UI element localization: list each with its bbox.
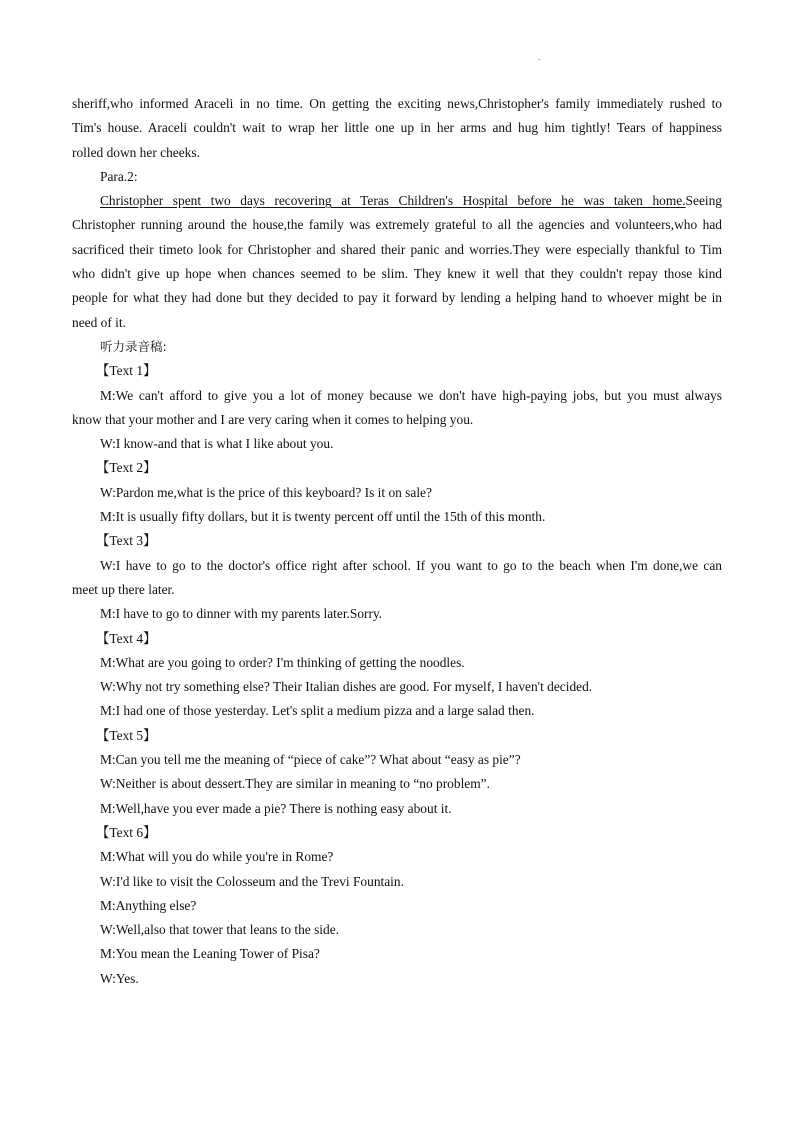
body-line: who didn't give up hope when chances seemed to be slim. They knew it well that they couldn't repay those kind [72,266,722,282]
dialogue-line: M:We can't afford to give you a lot of money because we don't have high-paying jobs, but you must always [100,387,722,403]
para2-first-line [72,191,722,215]
dialogue-line: W:I have to go to the doctor's office right after school. If you want to go to the beach when I'm done,we can [100,557,722,573]
dialogue-line: W:Pardon me,what is the price of this keyboard? Is it on sale? [100,484,432,500]
dialogue-line: M:Can you tell me the meaning of “piece of cake”? What about “easy as pie”? [100,752,521,768]
dialogue-line: M:What are you going to order? I'm thinking of getting the noodles. [100,654,465,670]
body-line: need of it. [72,314,126,330]
para2-first-rest: Seeing [685,193,722,209]
header-mark: . [538,52,541,62]
underlined-sentence: Christopher spent two days recovering at Teras Children's Hospital before he was taken home. [100,193,686,209]
dialogue-line: W:Neither is about dessert.They are similar in meaning to “no problem”. [100,776,490,792]
dialogue-line: know that your mother and I are very caring when it comes to helping you. [72,411,474,427]
dialogue-line: M:Well,have you ever made a pie? There is nothing easy about it. [100,800,452,816]
body-line: sheriff,who informed Araceli in no time. On getting the exciting news,Christopher's family immediately rushed to [72,96,722,111]
body-line: sacrificed their timeto look for Christopher and shared their panic and worries.They were especially thankful to Tim [72,241,722,257]
text-label: 【Text 1】 [96,363,157,379]
dialogue-line: M:I have to go to dinner with my parents later.Sorry. [100,606,383,622]
dialogue-line: M:I had one of those yesterday. Let's split a medium pizza and a large salad then. [100,703,535,719]
dialogue-line: W:I know-and that is what I like about you. [100,436,334,452]
transcript [72,361,722,993]
dialogue-line: meet up there later. [72,581,175,597]
body-line: people for what they had done but they decided to pay it forward by lending a helping hand to whoever might be in [72,290,722,306]
text-label: 【Text 4】 [96,630,157,646]
text-label: 【Text 6】 [96,824,157,840]
text-label: 【Text 5】 [96,727,157,743]
text-label: 【Text 2】 [96,460,157,476]
dialogue-line: M:What will you do while you're in Rome? [100,849,334,865]
para2-label: Para.2: [100,168,138,184]
dialogue-line: W:Well,also that tower that leans to the side. [100,922,340,938]
body-line: Tim's house. Araceli couldn't wait to wrap her little one up in her arms and hug him tightly! Tears of happiness [72,120,722,136]
text-label: 【Text 3】 [96,533,157,549]
dialogue-line: M:It is usually fifty dollars, but it is twenty percent off until the 15th of this month. [100,509,546,525]
dialogue-line: W:Yes. [100,970,139,986]
document-body [72,94,722,993]
dialogue-line: M:Anything else? [100,897,197,913]
body-line: rolled down her cheeks. [72,144,200,160]
dialogue-line: M:You mean the Leaning Tower of Pisa? [100,946,320,962]
dialogue-line: W:I'd like to visit the Colosseum and the Trevi Fountain. [100,873,404,889]
transcript-heading: 听力录音稿: [100,338,167,354]
dialogue-line: W:Why not try something else? Their Italian dishes are good. For myself, I haven't decided. [100,679,593,695]
body-line: Christopher running around the house,the family was extremely grateful to all the agencies and volunteers,who had [72,217,722,233]
